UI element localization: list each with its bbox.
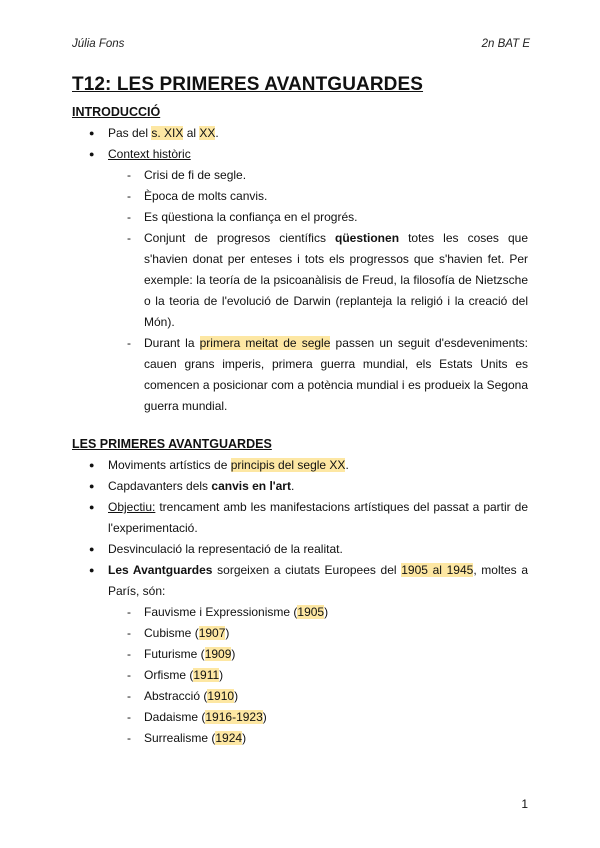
avantguardes-list [72,455,528,749]
header-author: Júlia Fons [72,38,125,50]
year-highlight: 1924 [215,731,243,745]
dash-icon: - [127,210,131,224]
movement-item: - Dadaisme (1916-1923) [72,707,528,728]
movement-item: - Cubisme (1907) [72,623,528,644]
context-sublist [108,165,528,417]
list-item: ● Pas del s. XIX al XX. [72,123,528,144]
dash-icon: - [127,168,131,182]
list-item: ● Desvinculació la representació de la realitat. [72,539,528,560]
dash-icon: - [127,731,131,745]
bullet-icon: ● [89,481,95,491]
year-highlight: 1911 [193,668,220,682]
year-highlight: 1909 [204,647,232,661]
movement-item: - Abstracció (1910) [72,686,528,707]
list-item: ● Moviments artístics de principis del segle XX. [72,455,528,476]
dash-icon: - [127,689,131,703]
page-number: 1 [521,797,528,811]
movement-item: - Orfisme (1911) [72,665,528,686]
intro-list [72,123,528,417]
movement-item: - Fauvisme i Expressionisme (1905) [72,602,528,623]
bullet-icon: ● [89,149,95,159]
highlight: s. XIX [151,126,184,140]
header-course: 2n BAT E [481,38,530,50]
section-heading-avantguardes: LES PRIMERES AVANTGUARDES [72,437,272,451]
movements-sublist [108,602,528,749]
highlight: XX [199,126,216,140]
dash-icon: - [127,605,131,619]
dash-icon: - [127,336,131,350]
sublist-item: - Durant la primera meitat de segle passen un seguit d'esdeveniments: cauen grans imperis, primera guerra mundial, els Estats Units es comencen a posicionar com a potència mundial i es produeix la Segona guerra mundial. [72,333,528,417]
movement-item: - Futurisme (1909) [72,644,528,665]
list-item [72,144,528,417]
highlight: primera meitat de segle [199,336,331,350]
section-heading-introduccio: INTRODUCCIÓ [72,105,161,119]
year-highlight: 1907 [198,626,226,640]
dash-icon: - [127,231,131,245]
sublist-item: - Conjunt de progresos científics qüestionen totes les coses que s'havien donat per enteses i tots els progressos que s'havien fet. Per exemple: la teoría de la psicoanàlisis de Freud, la filosofía de Nietzsche o la teoria de l'evolució de Darwin (replanteja la religió i la creació del Món). [72,228,528,333]
dash-icon: - [127,189,131,203]
dash-icon: - [127,626,131,640]
bullet-icon: ● [89,128,95,138]
highlight: 1905 al 1945 [401,563,474,577]
highlight: principis del segle XX [230,458,346,472]
movement-item: - Surrealisme (1924) [72,728,528,749]
bullet-icon: ● [89,544,95,554]
list-item: ● Objectiu: trencament amb les manifestacions artístiques del passat a partir de l'experimentació. [72,497,528,539]
year-highlight: 1916-1923 [205,710,263,724]
bullet-icon: ● [89,460,95,470]
dash-icon: - [127,710,131,724]
sublist-item: - Es qüestiona la confiança en el progrés. [72,207,528,228]
document-title: T12: LES PRIMERES AVANTGUARDES [72,74,424,95]
dash-icon: - [127,668,131,682]
year-highlight: 1905 [297,605,325,619]
sublist-item: - Crisi de fi de segle. [72,165,528,186]
list-item: ● Les Avantguardes sorgeixen a ciutats Europees del 1905 al 1945, moltes a París, són: - Fauvisme i Expressionisme (1905) - Cubisme (1907) - Futurisme (1909) - Orfisme (1911) - Abstracció (1910) - Dadaisme (1916-1923) - Surrealisme (1924) [72,560,528,749]
bullet-icon: ● [89,565,95,575]
bullet-icon: ● [89,502,95,512]
dash-icon: - [127,647,131,661]
context-label: Context històric [108,147,191,161]
sublist-item: - Època de molts canvis. [72,186,528,207]
year-highlight: 1910 [207,689,235,703]
list-item: ● Capdavanters dels canvis en l'art. [72,476,528,497]
document-body [72,72,528,749]
